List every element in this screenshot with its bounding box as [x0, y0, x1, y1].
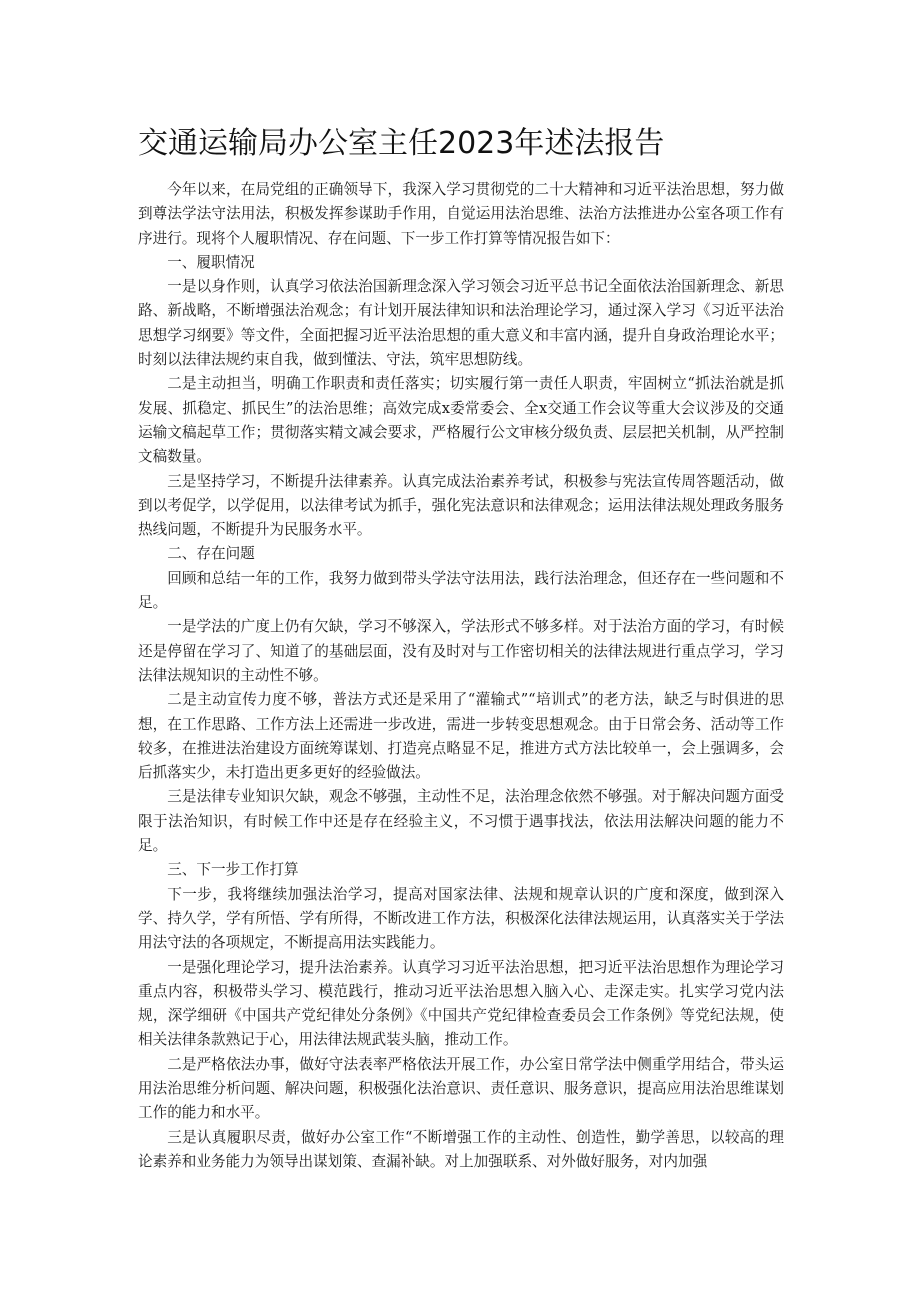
paragraph: 一是学法的广度上仍有欠缺，学习不够深入，学法形式不够多样。对于法治方面的学习，有时候还是停留在学习了、知道了的基础层面，没有及时对与工作密切相关的法律法规进行重点学习，学习法律法规知识的主动性不够。 — [138, 618, 784, 684]
section-heading-1: 一、履职情况 — [167, 253, 255, 271]
document-title: 交通运输局办公室主任2023年述法报告 — [138, 126, 665, 161]
paragraph: 一是以身作则，认真学习依法治国新理念深入学习领会习近平总书记全面依法治国新理念、新思路、新战略，不断增强法治观念；有计划开展法律知识和法治理论学习，通过深入学习《习近平法治思想学习纲要》等文件，全面把握习近平法治思想的重大意义和丰富内涵，提升自身政治理论水平；时刻以法律法规约束自我，做到懂法、守法，筑牢思想防线。 — [138, 278, 784, 369]
paragraph: 三是认真履职尽责，做好办公室工作“不断增强工作的主动性、创造性，勤学善思，以较高的理论素养和业务能力为领导出谋划策、查漏补缺。对上加强联系、对外做好服务，对内加强 — [138, 1128, 784, 1170]
paragraph: 三是法律专业知识欠缺，观念不够强，主动性不足，法治理念依然不够强。对于解决问题方面受限于法治知识，有时候工作中还是存在经验主义，不习惯于遇事找法，依法用法解决问题的能力不足。 — [138, 788, 784, 855]
paragraph: 一是强化理论学习，提升法治素养。认真学习习近平法治思想，把习近平法治思想作为理论学习重点内容，积极带头学习、模范践行，推动习近平法治思想入脑入心、走深走实。扎实学习党内法规，深学细研《中国共产党纪律处分条例》《中国共产党纪律检查委员会工作条例》等党纪法规，使相关法律条款熟记于心，用法律法规武装头脑，推动工作。 — [138, 958, 784, 1049]
paragraph: 二是严格依法办事，做好守法表率严格依法开展工作，办公室日常学法中侧重学用结合，带头运用法治思维分析问题、解决问题，积极强化法治意识、责任意识、服务意识，提高应用法治思维谋划工作的能力和水平。 — [138, 1055, 784, 1122]
section-heading-2: 二、存在问题 — [167, 545, 255, 563]
document-body — [138, 178, 784, 1174]
paragraph: 回顾和总结一年的工作，我努力做到带头学法守法用法，践行法治理念，但还存在一些问题和不足。 — [138, 569, 784, 612]
paragraph: 二是主动担当，明确工作职责和责任落实；切实履行第一责任人职责，牢固树立“抓法治就是抓发展、抓稳定、抓民生”的法治思维；高效完成x委常委会、全x交通工作会议等重大会议涉及的交通运输文稿起草工作；贯彻落实精文减会要求，严格履行公文审核分级负责、层层把关机制，从严控制文稿数量。 — [138, 375, 784, 466]
paragraph-intro: 今年以来，在局党组的正确领导下，我深入学习贯彻党的二十大精神和习近平法治思想，努力做到尊法学法守法用法，积极发挥参谋助手作用，自觉运用法治思维、法治方法推进办公室各项工作有序进行。现将个人履职情况、存在问题、下一步工作打算等情况报告如下： — [138, 181, 784, 247]
paragraph: 三是坚持学习，不断提升法律素养。认真完成法治素养考试，积极参与宪法宣传周答题活动，做到以考促学，以学促用，以法律考试为抓手，强化宪法意识和法律观念；运用法律法规处理政务服务热线问题，不断提升为民服务水平。 — [138, 472, 784, 539]
paragraph: 下一步，我将继续加强法治学习，提高对国家法律、法规和规章认识的广度和深度，做到深入学、持久学，学有所悟、学有所得，不断改进工作方法，积极深化法律法规运用，认真落实关于学法用法守法的各项规定，不断提高用法实践能力。 — [138, 885, 784, 952]
paragraph: 二是主动宣传力度不够，普法方式还是采用了“灌输式”“培训式”的老方法，缺乏与时俱进的思想，在工作思路、工作方法上还需进一步改进，需进一步转变思想观念。由于日常会务、活动等工作较多，在推进法治建设方面统筹谋划、打造亮点略显不足，推进方式方法比较单一，会上强调多，会后抓落实少，未打造出更多更好的经验做法。 — [138, 691, 784, 782]
section-heading-3: 三、下一步工作打算 — [167, 861, 299, 879]
